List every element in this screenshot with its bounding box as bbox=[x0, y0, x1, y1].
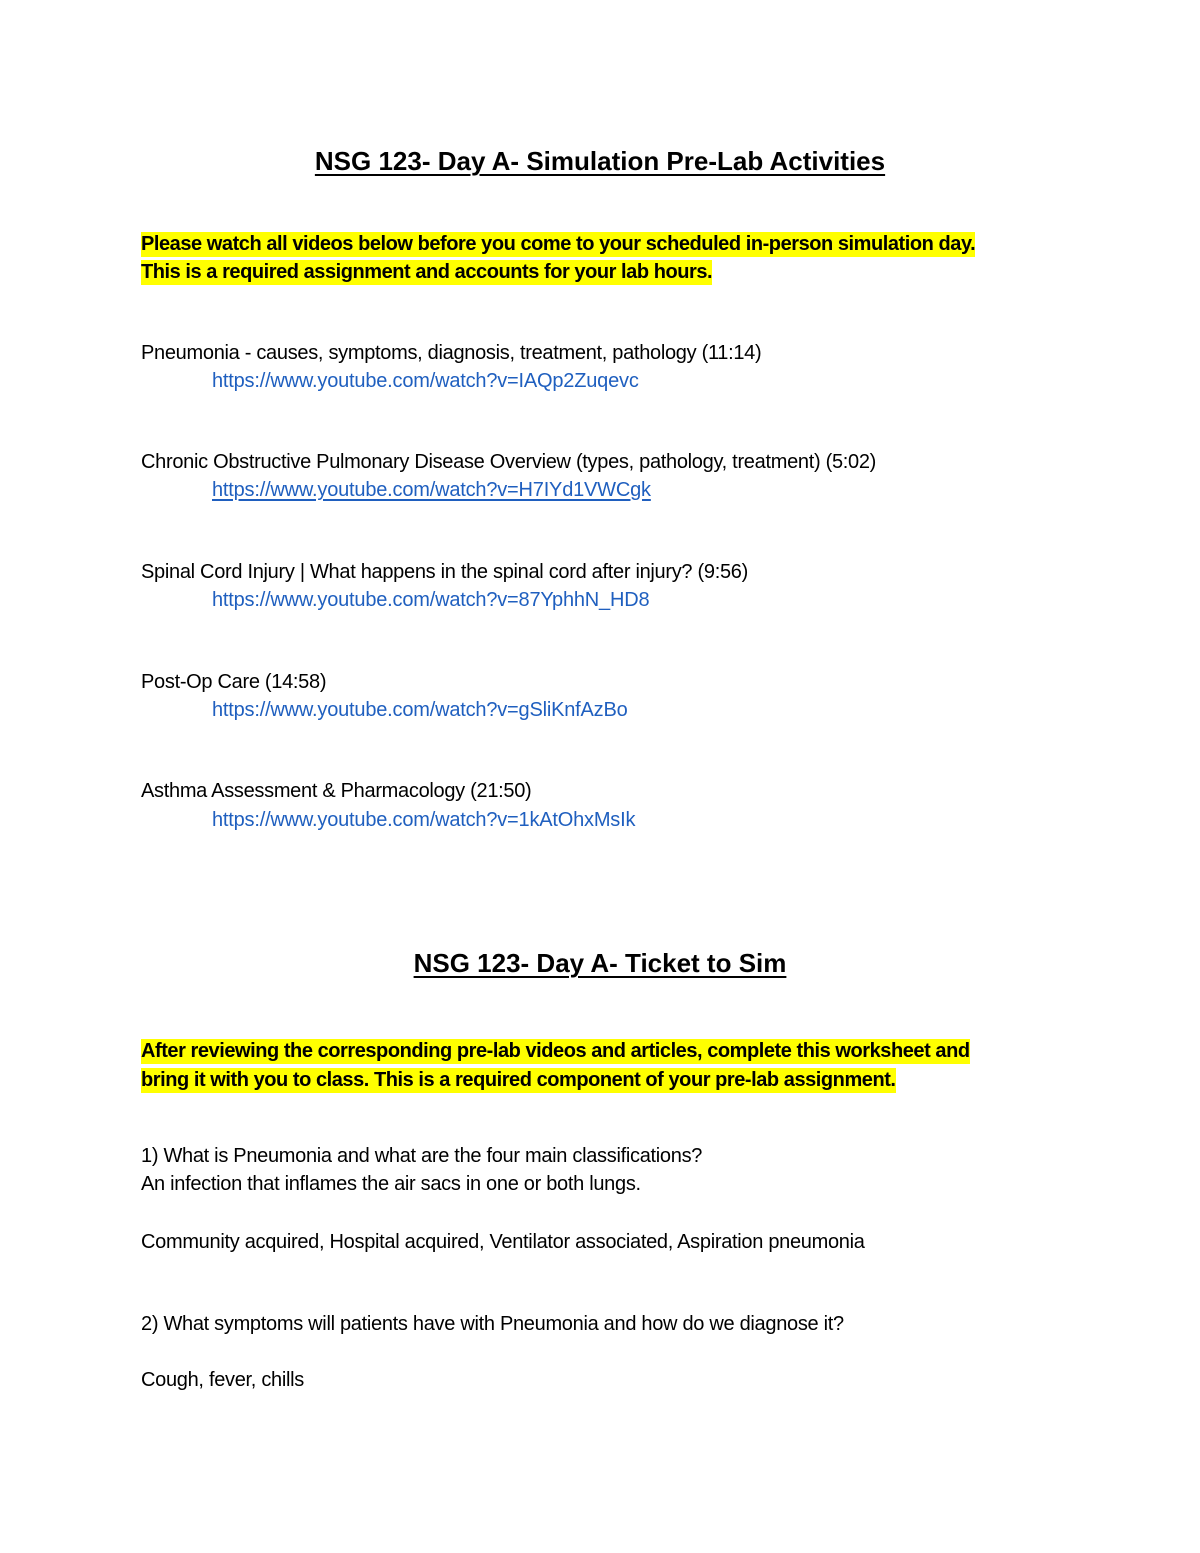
video-title-pneumonia: Pneumonia - causes, symptoms, diagnosis, treatment, pathology (11:14) bbox=[141, 342, 762, 364]
video-title-spinal-cord-injury: Spinal Cord Injury | What happens in the spinal cord after injury? (9:56) bbox=[141, 561, 748, 583]
video-link-copd[interactable]: https://www.youtube.com/watch?v=H7IYd1VWCgk bbox=[212, 479, 651, 501]
answer-2: Cough, fever, chills bbox=[141, 1369, 304, 1391]
question-2: 2) What symptoms will patients have with Pneumonia and how do we diagnose it? bbox=[141, 1313, 844, 1335]
answer-1-definition: An infection that inflames the air sacs in one or both lungs. bbox=[141, 1173, 641, 1195]
video-link-pneumonia[interactable]: https://www.youtube.com/watch?v=IAQp2Zuqevc bbox=[212, 370, 639, 392]
video-link-asthma[interactable]: https://www.youtube.com/watch?v=1kAtOhxMsIk bbox=[212, 809, 636, 831]
ticket-instruction-line-1: After reviewing the corresponding pre-lab videos and articles, complete this worksheet and bbox=[141, 1040, 970, 1062]
prelab-instruction-line-2: This is a required assignment and accounts for your lab hours. bbox=[141, 261, 713, 283]
ticket-title: NSG 123- Day A- Ticket to Sim bbox=[413, 948, 787, 978]
video-link-spinal-cord-injury[interactable]: https://www.youtube.com/watch?v=87YphhN_HD8 bbox=[212, 589, 650, 611]
answer-1-classifications: Community acquired, Hospital acquired, Ventilator associated, Aspiration pneumonia bbox=[141, 1231, 865, 1253]
video-title-post-op-care: Post-Op Care (14:58) bbox=[141, 671, 327, 693]
question-1: 1) What is Pneumonia and what are the four main classifications? bbox=[141, 1145, 703, 1167]
ticket-instruction-line-2: bring it with you to class. This is a required component of your pre-lab assignment. bbox=[141, 1069, 896, 1091]
video-title-asthma: Asthma Assessment & Pharmacology (21:50) bbox=[141, 780, 532, 802]
video-title-copd: Chronic Obstructive Pulmonary Disease Overview (types, pathology, treatment) (5:02) bbox=[141, 451, 877, 473]
video-link-post-op-care[interactable]: https://www.youtube.com/watch?v=gSliKnfAzBo bbox=[212, 699, 628, 721]
prelab-instruction-line-1: Please watch all videos below before you come to your scheduled in-person simulation day. bbox=[141, 233, 976, 255]
prelab-title: NSG 123- Day A- Simulation Pre-Lab Activities bbox=[314, 146, 886, 176]
